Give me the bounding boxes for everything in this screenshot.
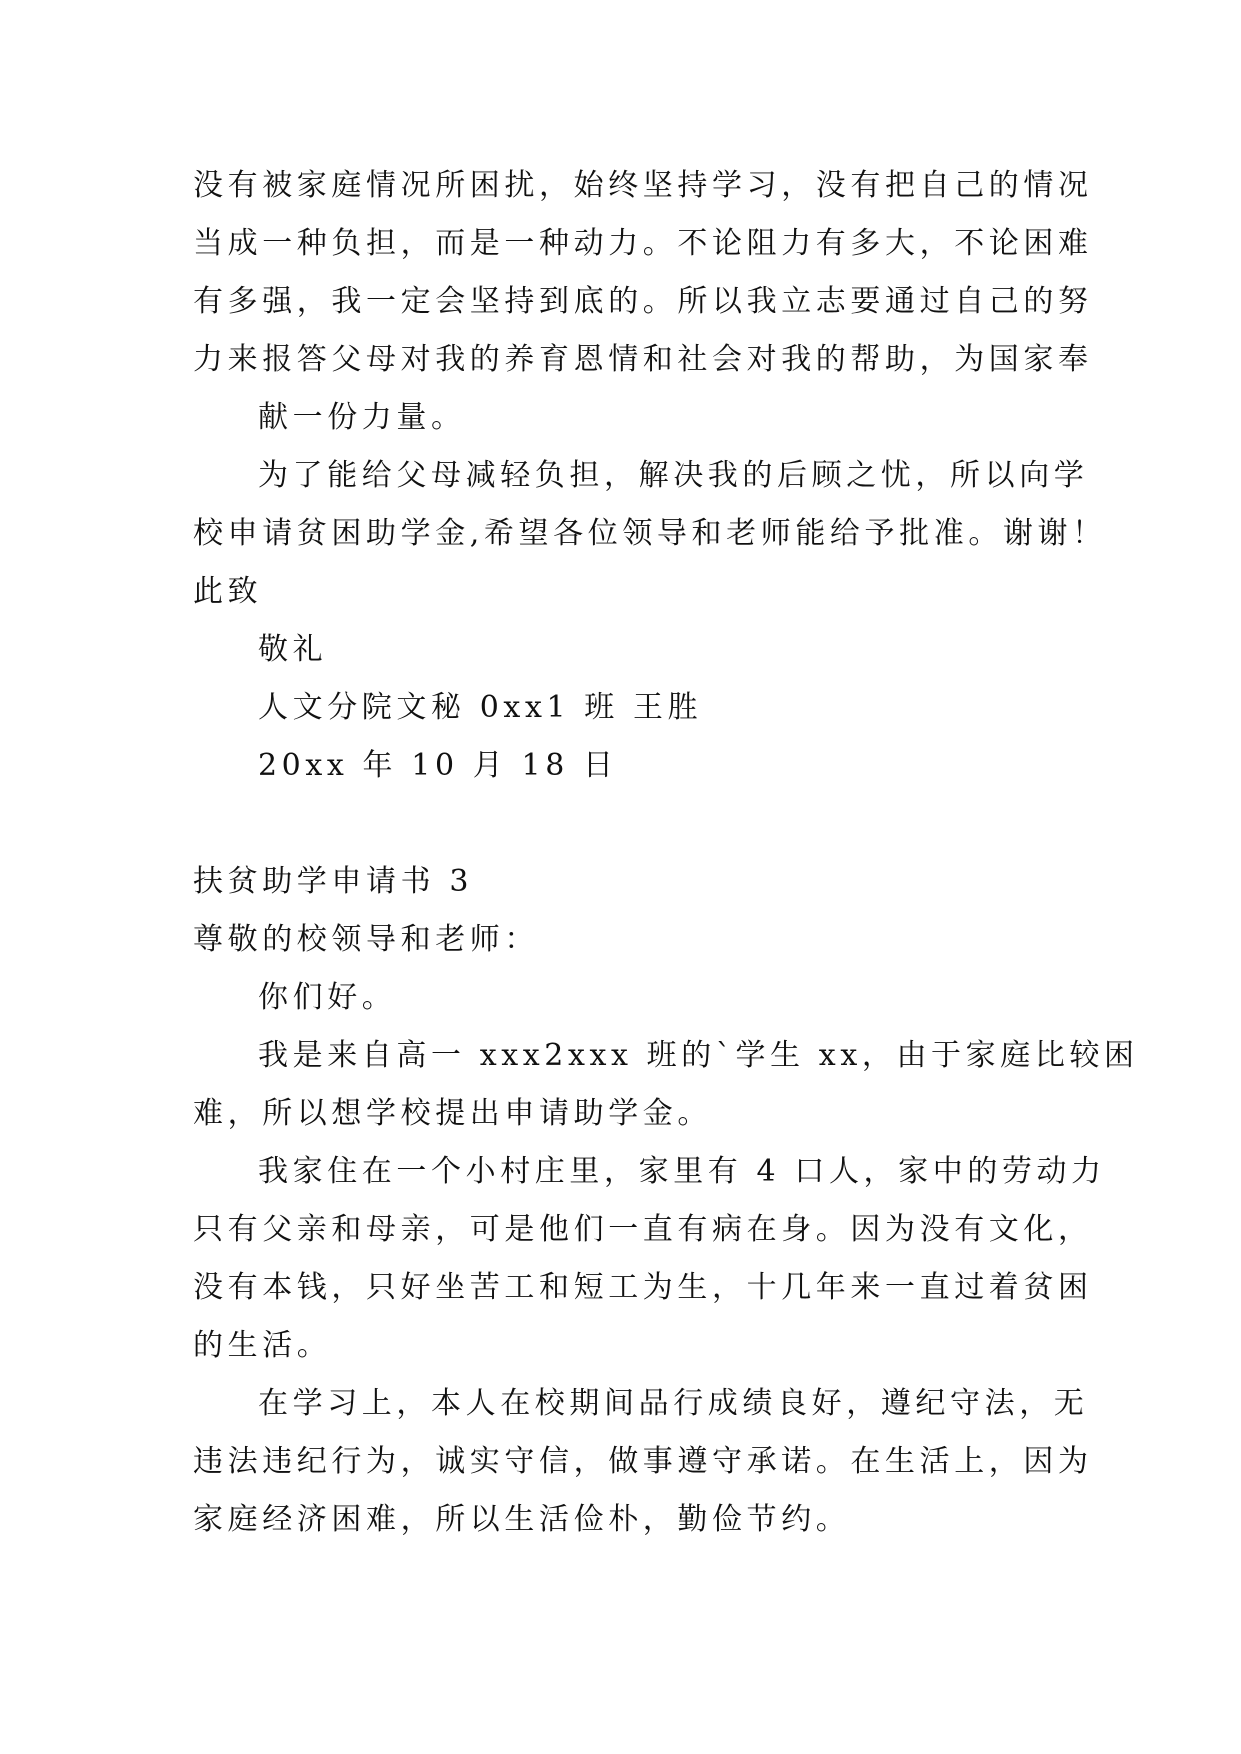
body-line: 难，所以想学校提出申请助学金。 [193, 1096, 712, 1131]
body-line: 家庭经济困难，所以生活俭朴，勤俭节约。 [193, 1502, 851, 1537]
body-line: 力来报答父母对我的养育恩情和社会对我的帮助，为国家奉 [193, 342, 1093, 377]
greeting: 你们好。 [258, 980, 397, 1015]
date: 20xx 年 10 月 18 日 [258, 748, 618, 783]
body-line: 为了能给父母减轻负担，解决我的后顾之忧，所以向学 [258, 458, 1089, 493]
body-line: 没有被家庭情况所困扰，始终坚持学习，没有把自己的情况 [193, 168, 1093, 203]
body-line: 违法违纪行为，诚实守信，做事遵守承诺。在生活上，因为 [193, 1444, 1093, 1479]
salutation: 尊敬的校领导和老师： [193, 922, 539, 957]
body-line: 校申请贫困助学金,希望各位领导和老师能给予批准。谢谢！ [193, 516, 1107, 551]
body-line: 有多强，我一定会坚持到底的。所以我立志要通过自己的努 [193, 284, 1093, 319]
body-line: 只有父亲和母亲，可是他们一直有病在身。因为没有文化， [193, 1212, 1093, 1247]
closing-cizhi: 此致 [193, 574, 263, 609]
body-line: 没有本钱，只好坐苦工和短工为生，十几年来一直过着贫困 [193, 1270, 1093, 1305]
body-line: 我是来自高一 xxx2xxx 班的`学生 xx，由于家庭比较困 [258, 1038, 1139, 1073]
closing-jingli: 敬礼 [258, 632, 328, 667]
section-title: 扶贫助学申请书 3 [193, 864, 474, 899]
signature: 人文分院文秘 0xx1 班 王胜 [258, 690, 703, 725]
body-line: 我家住在一个小村庄里，家里有 4 口人，家中的劳动力 [258, 1154, 1106, 1189]
body-line: 在学习上，本人在校期间品行成绩良好，遵纪守法，无 [258, 1386, 1089, 1421]
body-line: 的生活。 [193, 1328, 332, 1363]
body-line: 献一份力量。 [258, 400, 466, 435]
body-line: 当成一种负担，而是一种动力。不论阻力有多大，不论困难 [193, 226, 1093, 261]
